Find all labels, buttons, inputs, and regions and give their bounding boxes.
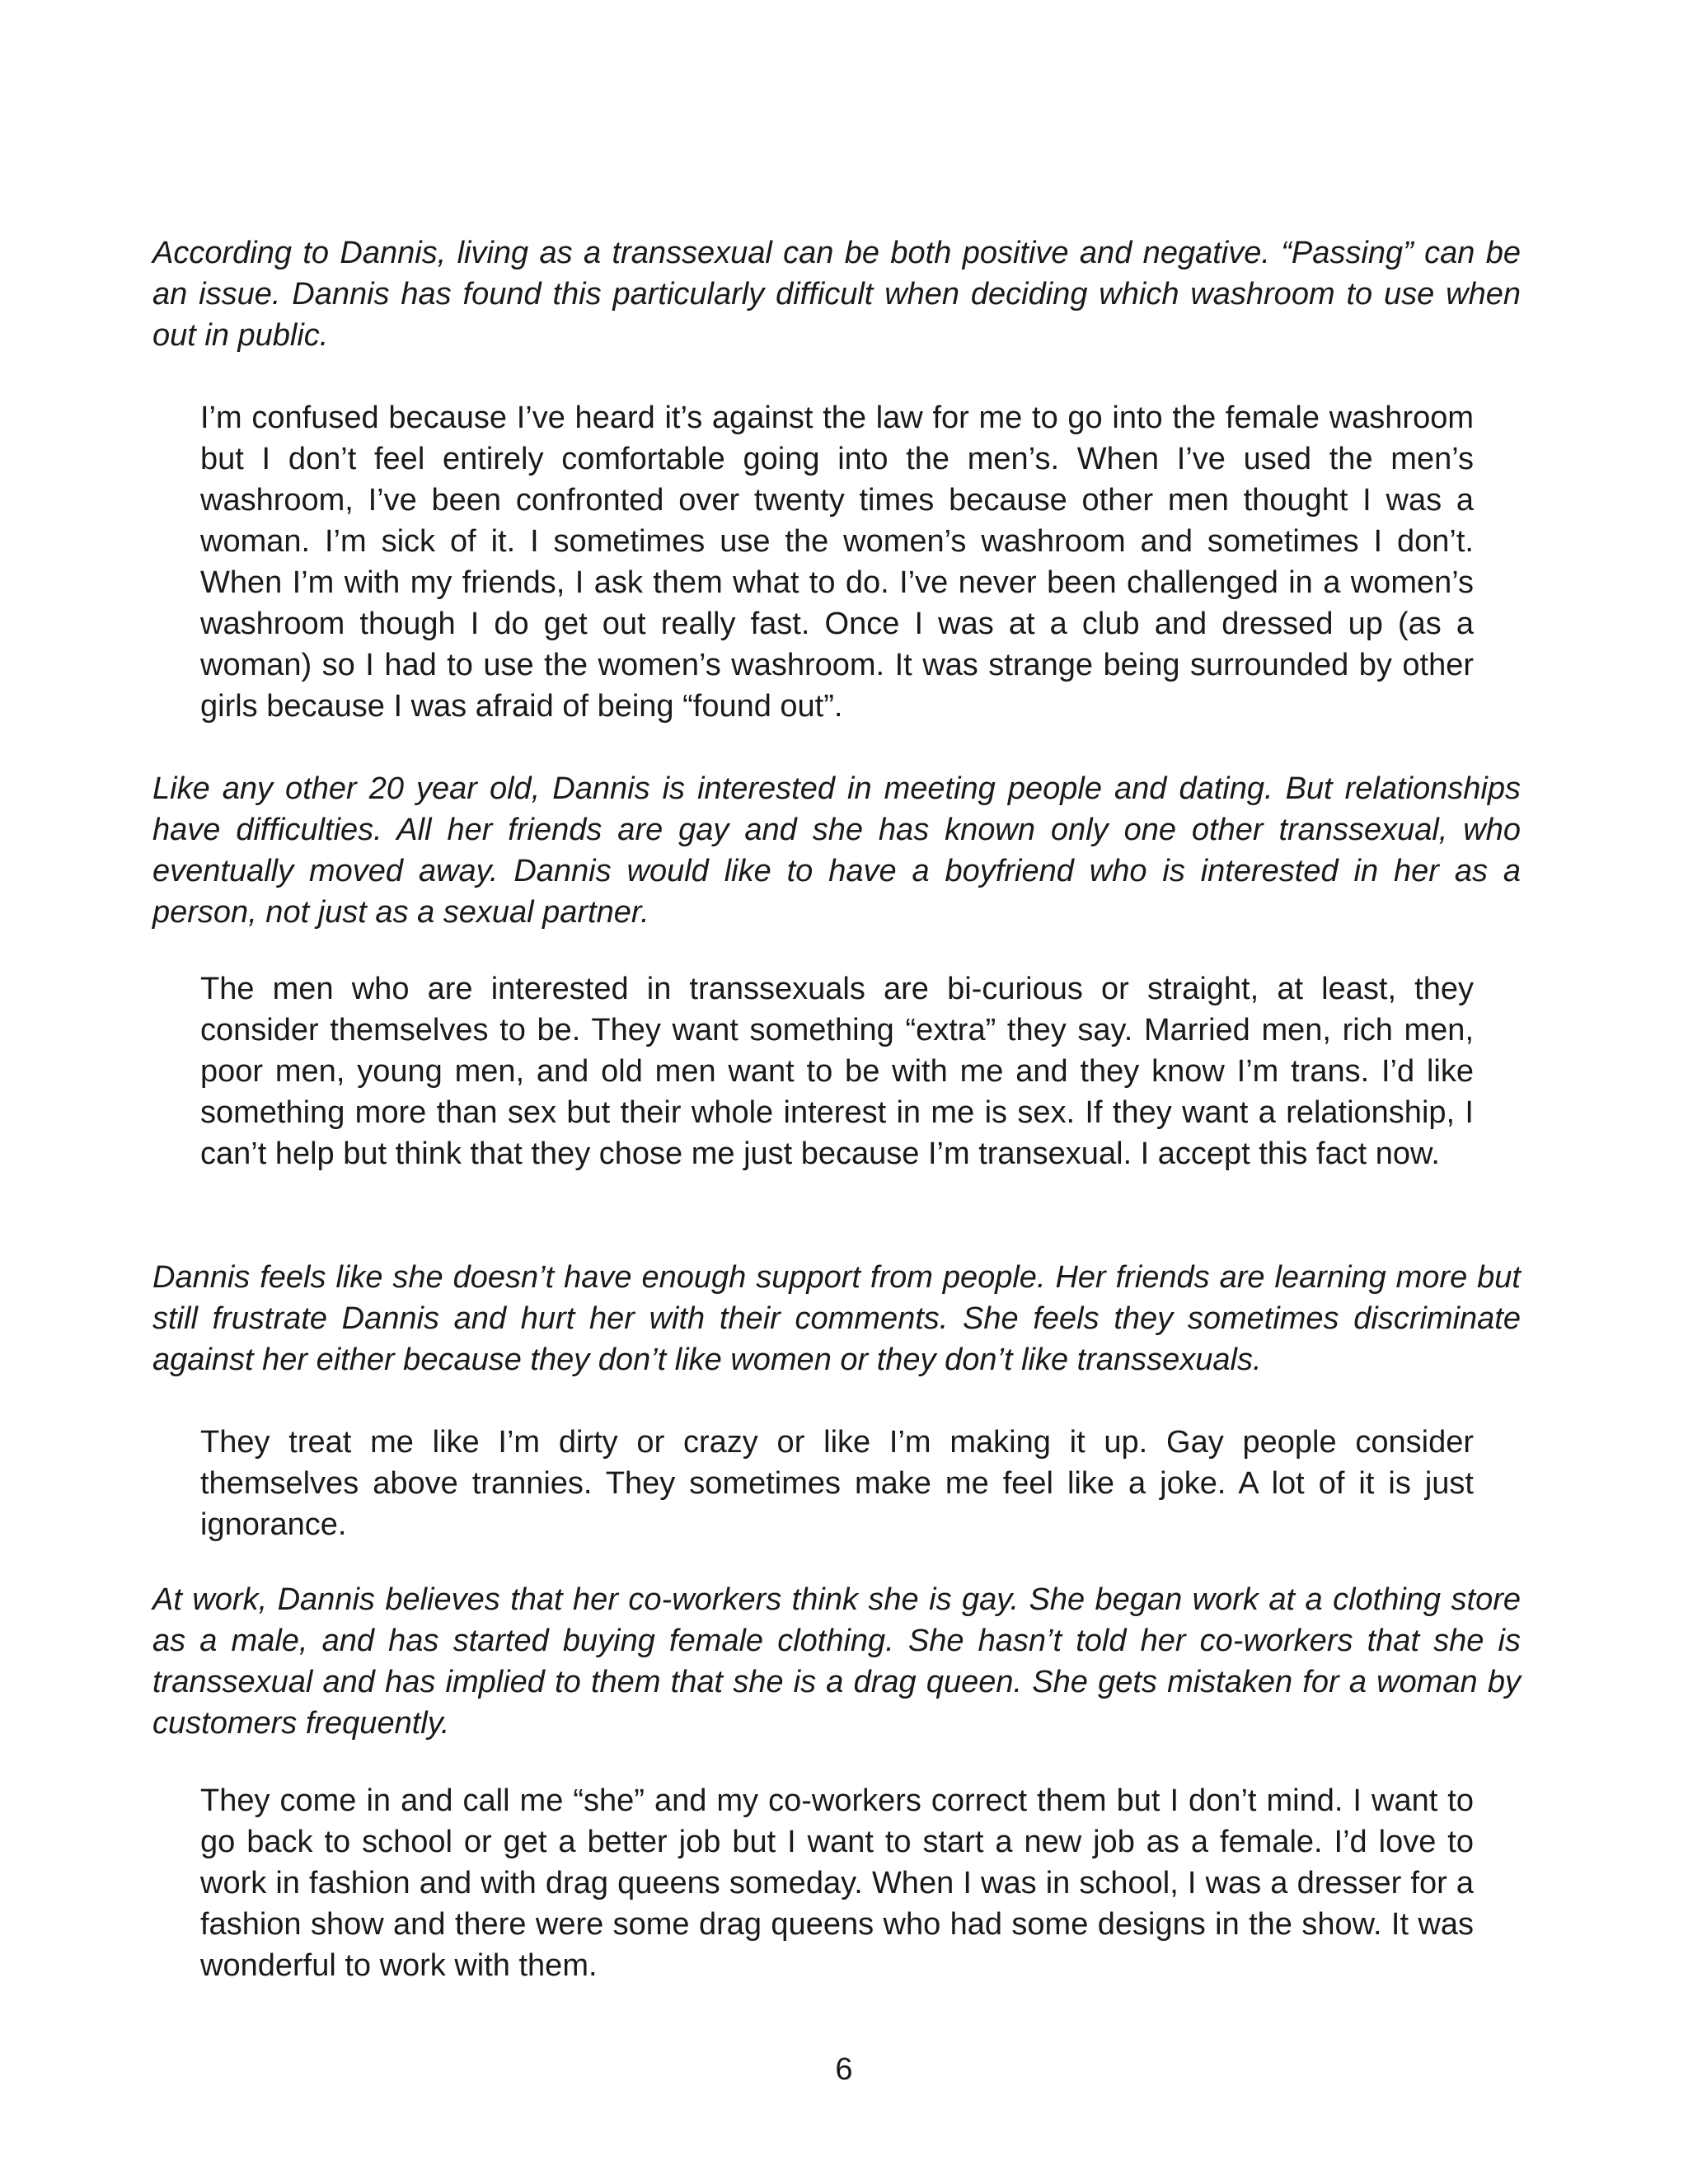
quote-paragraph: I’m confused because I’ve heard it’s against the law for me to go into the female washroom but I don’t feel entirely comfortable going into the men’s. When I’ve used the men’s washroom, I’ve been confronted over twenty times because other men thought I was a woman. I’m sick of it. I sometimes use the women’s washroom and sometimes I don’t. When I’m with my friends, I ask them what to do. I’ve never been challenged in a women’s washroom though I do get out really fast. Once I was at a club and dressed up (as a woman) so I had to use the women’s washroom. It was strange being surrounded by other girls because I was afraid of being “found out”. bbox=[200, 401, 1474, 724]
quote-paragraph: They come in and call me “she” and my co-workers correct them but I don’t mind. I want to go back to school or get a better job but I want to start a new job as a female. I’d love to work in fashion and with drag queens someday. When I was in school, I was a dresser for a fashion show and there were some drag queens who had some designs in the show. It was wonderful to work with them. bbox=[200, 1783, 1474, 1983]
narration-paragraph: Dannis feels like she doesn’t have enough support from people. Her friends are learning more but still frustrate Dannis and hurt her with their comments. She feels they sometimes discriminate against her either because they don’t like women or they don’t like transsexuals. bbox=[152, 1260, 1521, 1377]
narration-paragraph: At work, Dannis believes that her co-workers think she is gay. She began work at a clothing store as a male, and has started buying female clothing. She hasn’t told her co-workers that she is transsexual and has implied to them that she is a drag queen. She gets mistaken for a woman by customers frequently. bbox=[152, 1582, 1521, 1741]
narration-paragraph: Like any other 20 year old, Dannis is interested in meeting people and dating. But relationships have difficulties. All her friends are gay and she has known only one other transsexual, who eventually moved away. Dannis would like to have a boyfriend who is interested in her as a person, not just as a sexual partner. bbox=[152, 771, 1521, 930]
quote-paragraph: The men who are interested in transsexuals are bi-curious or straight, at least, they consider themselves to be. They want something “extra” they say. Married men, rich men, poor men, young men, and old men want to be with me and they know I’m trans. I’d like something more than sex but their whole interest in me is sex. If they want a relationship, I can’t help but think that they chose me just because I’m transexual. I accept this fact now. bbox=[200, 972, 1474, 1171]
quote-paragraph: They treat me like I’m dirty or crazy or like I’m making it up. Gay people consider themselves above trannies. They sometimes make me feel like a joke. A lot of it is just ignorance. bbox=[200, 1425, 1474, 1542]
page-number: 6 bbox=[835, 2052, 853, 2087]
narration-paragraph: According to Dannis, living as a transsexual can be both positive and negative. “Passing” can be an issue. Dannis has found this particularly difficult when deciding which washroom to use when out in public. bbox=[152, 236, 1521, 353]
